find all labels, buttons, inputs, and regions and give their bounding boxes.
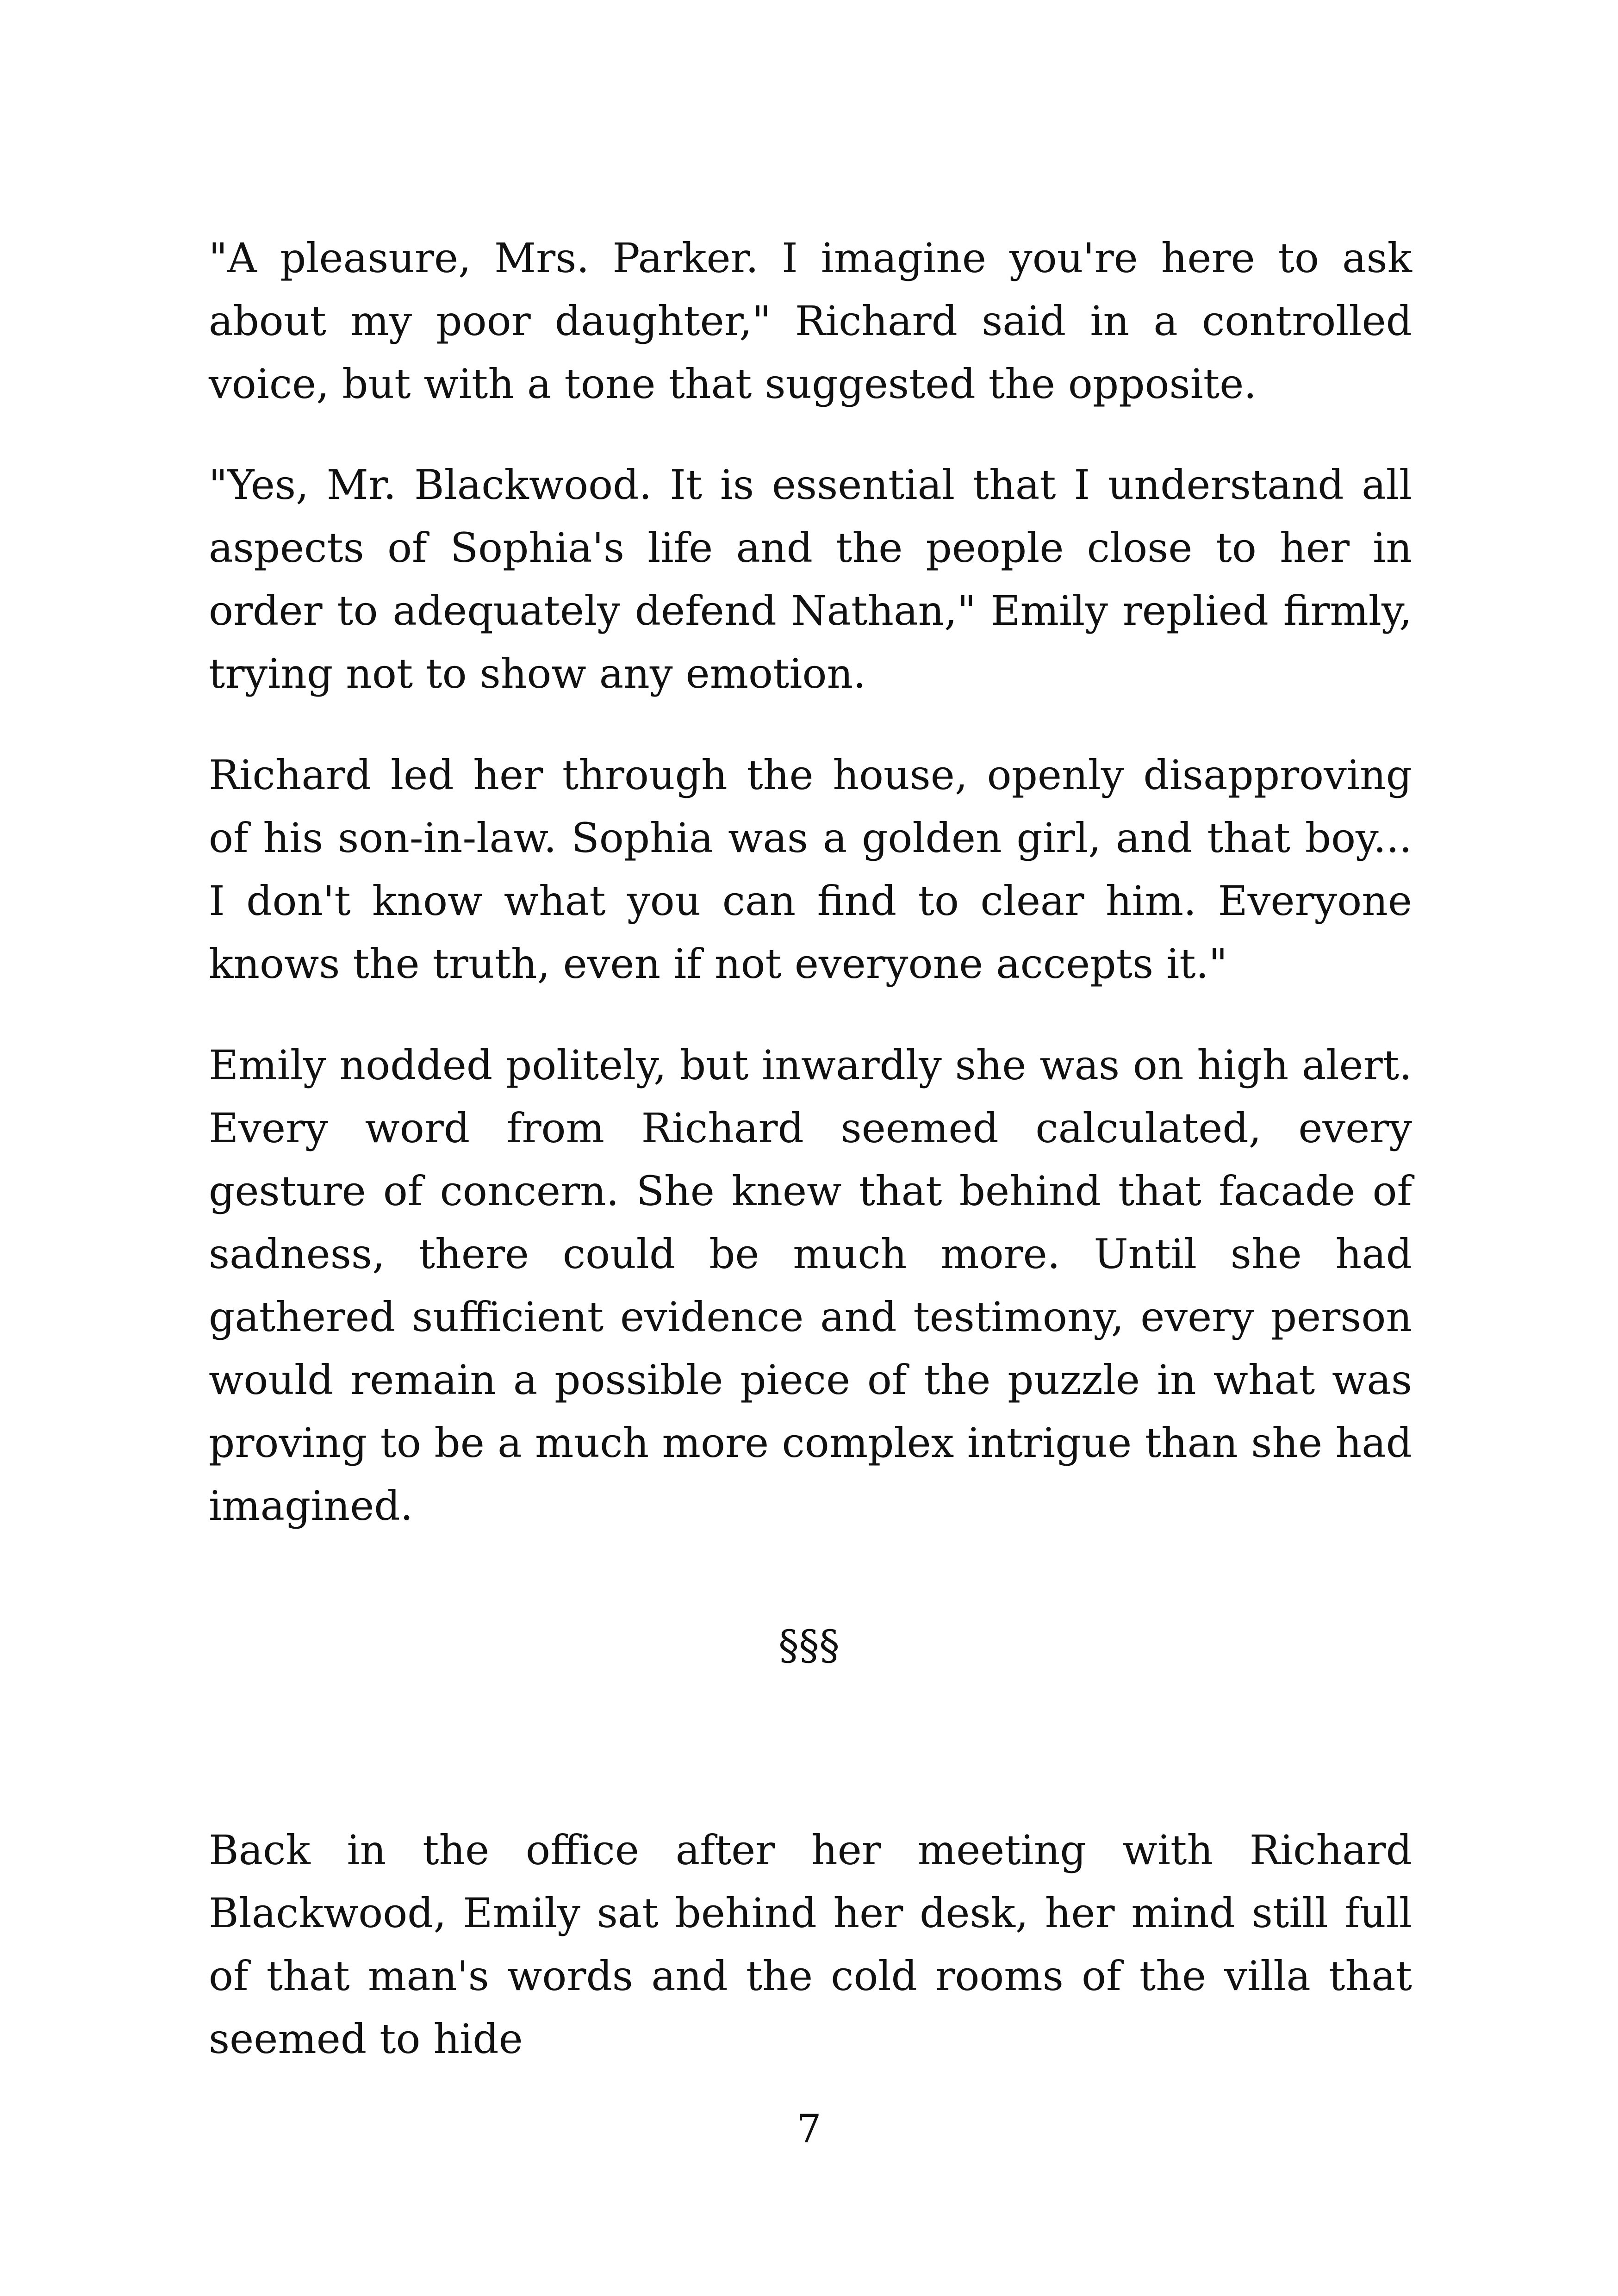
paragraph-2: "Yes, Mr. Blackwood. It is essential that I understand all aspects of Sophia's life and the people close to her in order to adequately defend Nathan," Emily replied firmly, trying not to show any emotion.: [209, 461, 1412, 697]
paragraph-5: Back in the office after her meeting with Richard Blackwood, Emily sat behind her desk, her mind still full of that man's words and the cold rooms of the villa that seemed to hide: [209, 1826, 1412, 2063]
paragraph-1: "A pleasure, Mrs. Parker. I imagine you're here to ask about my poor daughter," Richard said in a controlled voice, but with a tone that suggested the opposite.: [209, 234, 1412, 408]
paragraph-4: Emily nodded politely, but inwardly she was on high alert. Every word from Richard seemed calculated, every gesture of concern. She knew that behind that facade of sadness, there could be much more. Until she had gathered sufficient evidence and testimony, every person would remain a possible piece of the puzzle in what was proving to be a much more complex intrigue than she had imagined.: [209, 1041, 1412, 1530]
section-separator: §§§: [778, 1621, 840, 1669]
page-number: 7: [797, 2106, 821, 2152]
paragraph-3: Richard led her through the house, openly disapproving of his son-in-law. Sophia was a golden girl, and that boy... I don't know what you can find to clear him. Everyone knows the truth, even if not everyone accepts it.": [209, 751, 1412, 988]
